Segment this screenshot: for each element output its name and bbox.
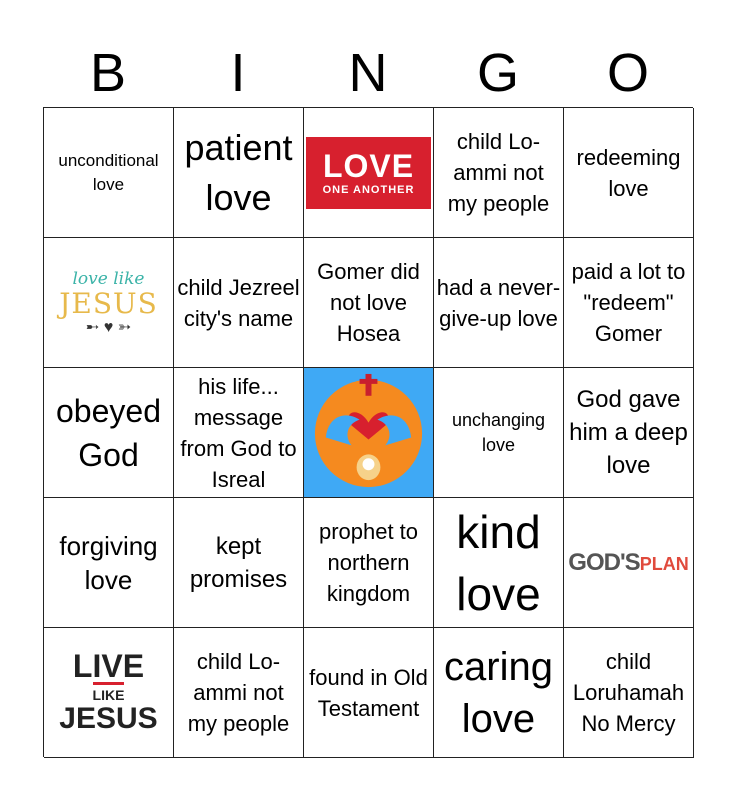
one-another-text: ONE ANOTHER <box>322 183 415 196</box>
cell-text: unchanging love <box>451 409 546 455</box>
bingo-cell-r4c4[interactable] <box>434 498 564 628</box>
header-letter-i: I <box>230 43 246 103</box>
bingo-cell-r1c2[interactable] <box>174 108 304 238</box>
cell-text: unconditional love <box>58 150 159 194</box>
bingo-cell-r3c3[interactable] <box>304 368 434 498</box>
bingo-cell-r4c1[interactable] <box>44 498 174 628</box>
love-word: LOVE <box>322 147 415 184</box>
bingo-cell-r5c5[interactable] <box>564 628 694 758</box>
bingo-cell-r3c4[interactable] <box>434 368 564 498</box>
header-letter-b: B <box>89 43 127 103</box>
cell-text: forgiving love <box>59 530 158 595</box>
love-one-another-image <box>306 137 431 209</box>
bingo-cell-r2c3[interactable] <box>304 238 434 368</box>
like-text: LIKE <box>93 682 125 703</box>
bingo-cell-r1c5[interactable] <box>564 108 694 238</box>
bingo-cell-r5c3[interactable] <box>304 628 434 758</box>
cell-text: patient love <box>184 126 293 218</box>
cell-text: child Lo-ammi not my people <box>187 649 290 736</box>
cell-text: child Loruhamah No Mercy <box>572 649 685 736</box>
bingo-cell-r3c1[interactable] <box>44 368 174 498</box>
cell-text: found in Old Testament <box>309 664 428 721</box>
plan-text: PLAN <box>639 553 689 574</box>
bingo-cell-r4c3[interactable] <box>304 498 434 628</box>
bingo-cell-r2c1[interactable] <box>44 238 174 368</box>
bingo-card <box>43 107 693 757</box>
header-letter-g: G <box>476 43 519 103</box>
cell-text: had a never-give-up love <box>436 274 561 331</box>
bingo-cell-r3c5[interactable] <box>564 368 694 498</box>
cell-text: obeyed God <box>56 392 161 473</box>
bingo-cell-r5c2[interactable] <box>174 628 304 758</box>
cell-text: paid a lot to "redeem" Gomer <box>571 259 686 346</box>
cell-text: child Jezreel city's name <box>177 274 300 331</box>
bingo-cell-r1c4[interactable] <box>434 108 564 238</box>
header-letter-n: N <box>348 43 388 103</box>
heart-arrow-icon: ➸ ♥ ➳ <box>85 318 132 336</box>
live-like-jesus-image <box>59 650 157 735</box>
cell-text: prophet to northern kingdom <box>318 519 419 606</box>
header-letter-o: O <box>606 43 649 103</box>
jesus-word: JESUS <box>59 702 158 735</box>
bingo-cell-r2c4[interactable] <box>434 238 564 368</box>
cell-text: God gave him a deep love <box>569 386 688 479</box>
gods-plan-image <box>568 549 688 577</box>
bingo-cell-r2c2[interactable] <box>174 238 304 368</box>
bingo-cell-r2c5[interactable] <box>564 238 694 368</box>
heart-hands-cross-icon <box>304 368 433 497</box>
bingo-cell-r1c1[interactable] <box>44 108 174 238</box>
bingo-header <box>43 40 693 106</box>
cell-text: Gomer did not love Hosea <box>317 259 420 346</box>
bingo-cell-r4c2[interactable] <box>174 498 304 628</box>
cell-text: caring love <box>444 644 553 741</box>
bingo-cell-r5c1[interactable] <box>44 628 174 758</box>
live-text: LIVE <box>72 648 145 684</box>
bingo-cell-r4c5[interactable] <box>564 498 694 628</box>
bingo-cell-r5c4[interactable] <box>434 628 564 758</box>
cell-text: child Lo-ammi not my people <box>447 129 550 216</box>
love-like-jesus-image <box>59 269 158 337</box>
jesus-text: JESUS <box>59 286 158 320</box>
gods-text: GOD'S <box>568 548 640 576</box>
cell-text: kept promises <box>189 532 288 593</box>
love-like-text: love like <box>72 268 145 289</box>
cell-text: kind love <box>456 505 541 620</box>
bingo-cell-r3c2[interactable] <box>174 368 304 498</box>
cell-text: redeeming love <box>576 144 681 201</box>
bingo-cell-r1c3[interactable] <box>304 108 434 238</box>
cell-text: his life... message from God to Isreal <box>180 373 297 492</box>
